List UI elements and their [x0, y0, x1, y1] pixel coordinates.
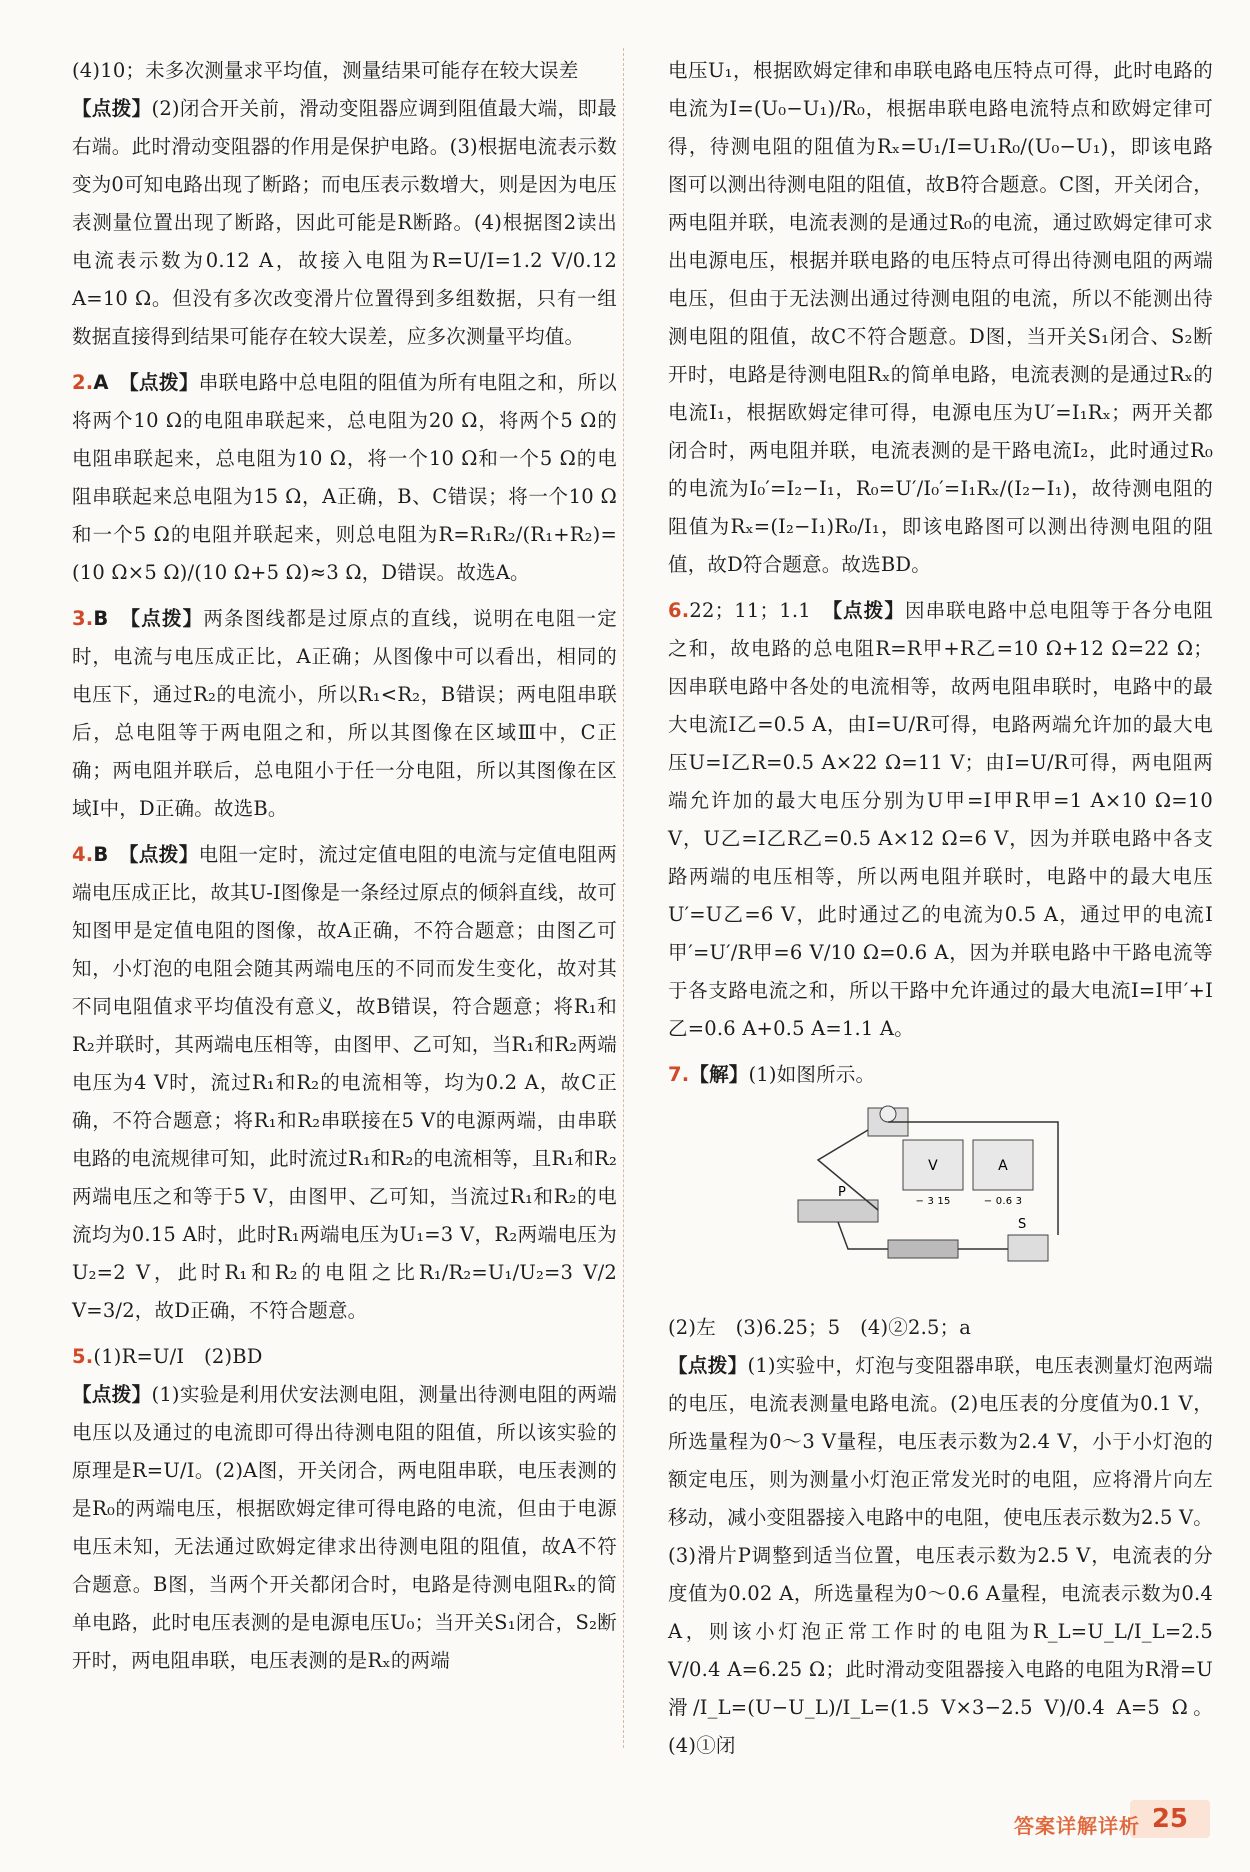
circuit-figure [778, 1100, 1098, 1290]
ammeter-label: A [998, 1158, 1008, 1174]
question-5-answer: 5.(1)R=U/I (2)BD [72, 1345, 263, 1368]
switch-label: S [1018, 1217, 1027, 1232]
question-7-answers: (2)左 (3)6.25；5 (4)②2.5；a [668, 1316, 972, 1339]
question-7-explain: 【点拨】(1)实验中，灯泡与变阻器串联，电压表测量灯泡两端的电压，电流表测量电路电流。(2)电压表的分度值为0.1 V，所选量程为0～3 V量程，电压表示数为2.4 V，小于小灯泡的额定电压，则为测量小灯泡正常发光时的电阻，应将滑片向左移动，减小变阻器接入电路中的电阻，使电压表示数为2.5 V。(3)滑片P调整到适当位置，电压表示数为2.5 V，电流表的分度值为0.02 A，所选量程为0～0.6 A量程，电流表示数为0.4 A，则该小灯泡正常工作时的电阻为R_L=U_L/I_L=2.5 V/0.4 A=6.25 Ω；此时滑动变阻器接入电路的电阻为R滑=U滑/I_L=(U−U_L)/I_L=(1.5 V×3−2.5 V)/0.4 A=5 Ω。(4)①闭 [668, 1354, 1213, 1757]
question-5-continued: 电压U₁，根据欧姆定律和串联电路电压特点可得，此时电路的电流为I=(U₀−U₁)/R₀，根据串联电路电流特点和欧姆定律可得，待测电阻的阻值为Rₓ=U₁/I=U₁R₀/(U₀−U₁)，即该电路图可以测出待测电阻的阻值，故B符合题意。C图，开关闭合，两电阻并联，电流表测的是通过R₀的电流，通过欧姆定律可求出电源电压，根据并联电路的电压特点可得出待测电阻的两端电压，但由于无法测出通过待测电阻的电流，所以不能测出待测电阻的阻值，故C不符合题意。D图，当开关S₁闭合、S₂断开时，电路是待测电阻Rₓ的简单电路，电流表测的是通过Rₓ的电流I₁，根据欧姆定律可得，电源电压为U′=I₁Rₓ；两开关都闭合时，两电阻并联，电流表测的是干路电流I₂，此时通过R₀的电流为I₀′=I₂−I₁，R₀=U′/I₀′=I₁Rₓ/(I₂−I₁)，故待测电阻的阻值为Rₓ=(I₂−I₁)R₀/I₁，即该电路图可以测出待测电阻的阻值，故D符合题意。故选BD。 [668, 59, 1213, 576]
left-column [72, 52, 617, 1680]
question-5-explain: 【点拨】(1)实验是利用伏安法测电阻，测量出待测电阻的两端电压以及通过的电流即可得出待测电阻的阻值，所以该实验的原理是R=U/I。(2)A图，开关闭合，两电阻串联，电压表测的是R₀的两端电压，根据欧姆定律可得电路的电流，但由于电源电压未知，无法通过欧姆定律求出待测电阻的阻值，故A不符合题意。B图，当两个开关都闭合时，电路是待测电阻Rₓ的简单电路，此时电压表测的是电源电压U₀；当开关S₁闭合，S₂断开时，两电阻串联，电压表测的是Rₓ的两端 [72, 1383, 617, 1672]
footer-label: 答案详解详析 [1014, 1814, 1140, 1838]
question-6: 6.22；11；1.1 【点拨】因串联电路中总电阻等于各分电阻之和，故电路的总电阻R=R甲+R乙=10 Ω+12 Ω=22 Ω；因串联电路中各处的电流相等，故两电阻串联时，电路中的最大电流I乙=0.5 A，由I=U/R可得，电路两端允许加的最大电压U=I乙R=0.5 A×22 Ω=11 V；由I=U/R可得，两电阻两端允许加的最大电压分别为U甲=I甲R甲=1 A×10 Ω=10 V，U乙=I乙R乙=0.5 A×12 Ω=6 V，因为并联电路中各支路两端的电压相等，所以两电阻并联时，电路中的最大电压U′=U乙=6 V，此时通过乙的电流为0.5 A，通过甲的电流I甲′=U′/R甲=6 V/10 Ω=0.6 A，因为并联电路中干路电流等于各支路电流之和，所以干路中允许通过的最大电流I=I甲′+I乙=0.6 A+0.5 A=1.1 A。 [668, 599, 1213, 1040]
voltmeter-label: V [928, 1158, 938, 1174]
question-4: 4.B 【点拨】电阻一定时，流过定值电阻的电流与定值电阻两端电压成正比，故其U-I图像是一条经过原点的倾斜直线，故可知图甲是定值电阻的图像，故A正确，不符合题意；由图乙可知，小灯泡的电阻会随其两端电压的不同而发生变化，故对其不同电阻值求平均值没有意义，故B错误，符合题意；将R₁和R₂并联时，其两端电压相等，由图甲、乙可知，当R₁和R₂两端电压为4 V时，流过R₁和R₂的电流相等，均为0.2 A，故C正确，不符合题意；将R₁和R₂串联接在5 V的电源两端，由串联电路的电流规律可知，此时流过R₁和R₂的电流相等，且R₁和R₂两端电压之和等于5 V，由图甲、乙可知，当流过R₁和R₂的电流均为0.15 A时，此时R₁两端电压为U₁=3 V，R₂两端电压为U₂=2 V，此时R₁和R₂的电阻之比R₁/R₂=U₁/U₂=3 V/2 V=3/2，故D正确，不符合题意。 [72, 843, 617, 1322]
question-3: 3.B 【点拨】两条图线都是过原点的直线，说明在电阻一定时，电流与电压成正比，A正确；从图像中可以看出，相同的电压下，通过R₂的电流小，所以R₁<R₂，B错误；两电阻串联后，总电阻等于两电阻之和，所以其图像在区域Ⅲ中，C正确；两电阻并联后，总电阻小于任一分电阻，所以其图像在区域Ⅰ中，D正确。故选B。 [72, 607, 617, 820]
page-number: 25 [1151, 1804, 1188, 1834]
right-column [668, 52, 1213, 1765]
slider-label: P [838, 1185, 847, 1200]
column-divider [623, 48, 624, 1748]
rheostat [798, 1200, 878, 1222]
switch [1008, 1235, 1048, 1261]
bulb-icon [880, 1106, 896, 1122]
paragraph-4-explain: 【点拨】(2)闭合开关前，滑动变阻器应调到阻值最大端，即最右端。此时滑动变阻器的作用是保护电路。(3)根据电流表示数变为0可知电路出现了断路；而电压表示数增大，则是因为电压表测量位置出现了断路，因此可能是R断路。(4)根据图2读出电流表示数为0.12 A，故接入电阻为R=U/I=1.2 V/0.12 A=10 Ω。但没有多次改变滑片位置得到多组数据，只有一组数据直接得到结果可能存在较大误差，应多次测量平均值。 [72, 97, 617, 348]
battery [888, 1240, 958, 1258]
question-7-answer: 7.【解】(1)如图所示。 [668, 1063, 876, 1086]
ammeter-range: − 0.6 3 [983, 1196, 1023, 1207]
paragraph-4-answer: (4)10；未多次测量求平均值，测量结果可能存在较大误差 [72, 59, 579, 82]
question-2: 2.A 【点拨】串联电路中总电阻的阻值为所有电阻之和，所以将两个10 Ω的电阻串联起来，总电阻为20 Ω，将两个5 Ω的电阻串联起来，总电阻为10 Ω，将一个10 Ω和一个5 Ω的电阻串联起来总电阻为15 Ω，A正确，B、C错误；将一个10 Ω和一个5 Ω的电阻并联起来，则总电阻为R=R₁R₂/(R₁+R₂)=(10 Ω×5 Ω)/(10 Ω+5 Ω)≈3 Ω，D错误。故选A。 [72, 371, 617, 584]
voltmeter-range: − 3 15 [915, 1196, 951, 1207]
